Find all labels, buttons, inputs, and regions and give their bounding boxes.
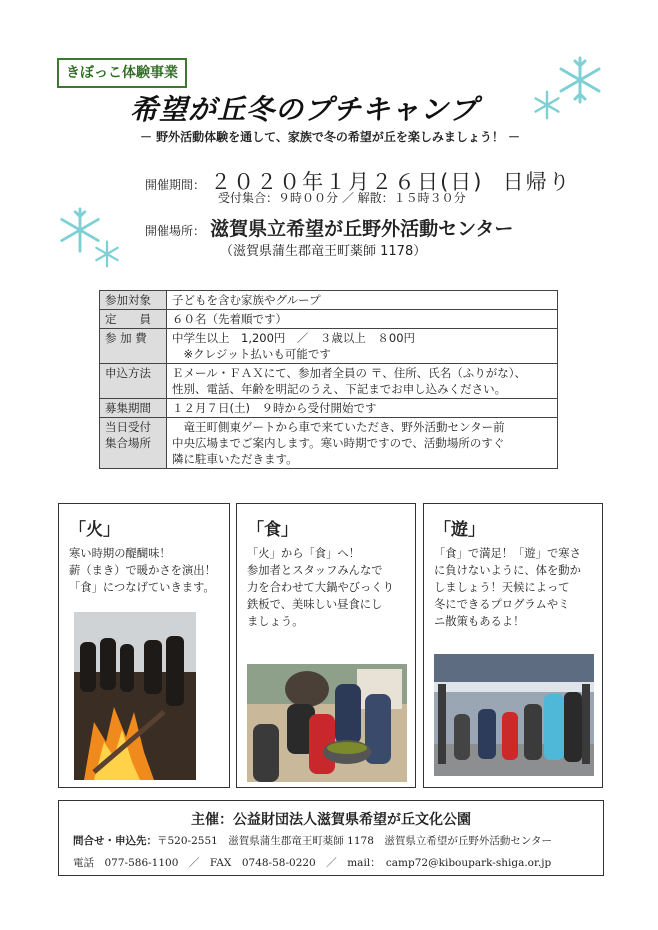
key-line: 当日受付 <box>105 420 151 434</box>
card-text: 寒い時期の醍醐味！ 薪（まき）で暖かさを演出！ 「食」につなげていきます。 <box>69 547 216 594</box>
card-heading: 「食」 <box>247 520 298 540</box>
snowflake-icon <box>532 90 562 120</box>
table-row <box>100 364 558 399</box>
card-play <box>423 503 603 788</box>
event-address: （滋賀県蒲生郡竜王町薬師 1178） <box>220 244 427 259</box>
table-row <box>100 291 558 310</box>
meeting-line: 竜王町側東ゲートから車で来ていただき、野外活動センター前 <box>172 420 505 434</box>
table-value: １２月７日(土) ９時から受付開始です <box>167 399 558 418</box>
fee-line: 中学生以上 1,200円 ／ ３歳以上 ８00円 <box>172 331 416 345</box>
footer-box <box>58 800 604 876</box>
organizer: 主催：公益財団法人滋賀県希望が丘文化公園 <box>191 812 471 828</box>
apply-line: 性別、電話、年齢を明記のうえ、下記までお申し込みください。 <box>172 382 507 396</box>
table-row <box>100 399 558 418</box>
table-key: 参加対象 <box>100 291 167 310</box>
info-table <box>99 290 558 469</box>
fee-note: ※クレジット払いも可能です <box>172 347 331 361</box>
event-subtitle: － 野外活動体験を通して、家族で冬の希望が丘を楽しみましょう！ － <box>139 130 521 144</box>
table-row <box>100 310 558 329</box>
event-date: ２０２０年１月２６日(日) <box>210 170 484 194</box>
event-place: 滋賀県立希望が丘野外活動センター <box>210 218 514 240</box>
campfire-photo <box>74 612 196 780</box>
card-fire <box>58 503 230 788</box>
table-key: 参 加 費 <box>100 329 167 364</box>
card-heading: 「遊」 <box>434 520 485 540</box>
card-text: 「火」から「食」へ！ 参加者とスタッフみんなで 力を合わせて大鍋やびっくり 鉄板で、美味しい昼食にし ましょう。 <box>247 547 394 628</box>
table-key: 定 員 <box>100 310 167 329</box>
table-key: 申込方法 <box>100 364 167 399</box>
card-text: 「食」で満足！「遊」で寒さ に負けないように、体を動か しましょう！天候によって 冬にできるプログラムやミ ニ散策もあるよ！ <box>434 547 581 628</box>
period-label: 開催期間： <box>145 178 206 192</box>
event-title: 希望が丘冬のプチキャンプ <box>130 93 479 126</box>
table-value: 子どもを含む家族やグループ <box>167 291 558 310</box>
meeting-line: 中央広場までご案内します。寒い時期ですので、活動場所のすぐ <box>172 436 505 450</box>
cooking-photo <box>247 664 407 782</box>
table-row <box>100 418 558 469</box>
apply-line: Ｅメール・ＦＡＸにて、参加者全員の 〒、住所、氏名（ふりがな）、 <box>172 366 526 380</box>
day-trip-label: 日帰り <box>502 170 572 194</box>
contact-address: 〒520-2551 滋賀県蒲生郡竜王町薬師 1178 滋賀県立希望が丘野外活動センター <box>157 835 552 847</box>
table-key: 募集期間 <box>100 399 167 418</box>
table-value <box>167 418 558 469</box>
key-line: 集合場所 <box>105 436 151 450</box>
table-value <box>167 329 558 364</box>
meeting-line: 隣に駐車いただきます。 <box>172 452 298 466</box>
card-food <box>236 503 416 788</box>
play-photo <box>434 654 594 776</box>
contact-line <box>73 833 552 848</box>
card-heading: 「火」 <box>69 520 120 540</box>
table-key <box>100 418 167 469</box>
snowflake-icon <box>555 55 605 105</box>
table-row <box>100 329 558 364</box>
event-times: 受付集合：９時００分 ／ 解散：１５時３０分 <box>218 191 466 205</box>
phone-line: 電話 077-586-1100 ／ FAX 0748-58-0220 ／ mail： camp72@kiboupark-shiga.or.jp <box>73 857 552 869</box>
table-value: ６０名（先着順です） <box>167 310 558 329</box>
program-badge: きぼっこ体験事業 <box>57 58 187 88</box>
snowflake-icon <box>93 240 121 268</box>
table-value <box>167 364 558 399</box>
place-label: 開催場所： <box>145 224 206 238</box>
contact-label: 問合せ・申込先： <box>73 835 157 847</box>
